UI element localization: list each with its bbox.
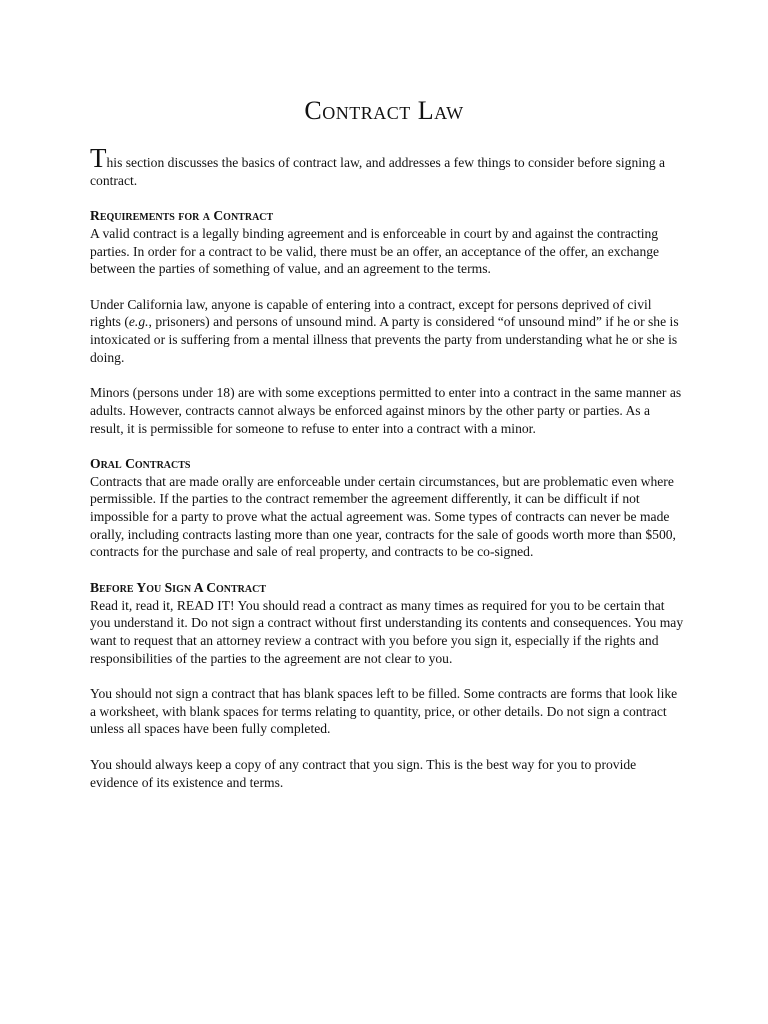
section-heading-requirements: Requirements for a Contract [90, 208, 274, 224]
section-oral-contracts [90, 455, 684, 561]
paragraph: Minors (persons under 18) are with some exceptions permitted to enter into a contract in the same manner as adults. However, contracts cannot always be enforced against minors by the other party or parties. As a result, it is permissible for someone to refuse to enter into a contract with a minor. [90, 385, 682, 436]
section-heading-before-you-sign: Before You Sign A Contract [90, 579, 267, 595]
section-requirements [90, 207, 684, 437]
italic-text: e.g. [128, 314, 149, 330]
paragraph: Read it, read it, READ IT! You should read a contract as many times as required for you to be certain that you understand it. Do not sign a contract without first understanding its contents and consequences. You may want to request that an attorney review a contract with you before you sign it, especially if the rights and responsibilities of the parties to the agreement are not clear to you. [90, 597, 684, 666]
page-title: Contract Law [304, 96, 464, 125]
section-before-you-sign [90, 579, 684, 791]
intro-text: his section discusses the basics of contract law, and addresses a few things to consider before signing a contract. [90, 155, 666, 188]
paragraph [90, 296, 684, 367]
section-heading-oral-contracts: Oral Contracts [90, 455, 191, 471]
paragraph: A valid contract is a legally binding agreement and is enforceable in court by and against the contracting parties. In order for a contract to be valid, there must be an offer, an acceptance of the offer, an exchange between the parties of something of value, and an agreement to the terms. [90, 225, 660, 277]
intro-paragraph [90, 143, 684, 189]
document-body [90, 143, 684, 809]
paragraph: Contracts that are made orally are enforceable under certain circumstances, but are problematic even where permissible. If the parties to the contract remember the agreement differently, it can be difficult if not impossible for a party to prove what the actual agreement was. Some types of contracts can never be made orally, including contracts lasting more than one year, contracts for the sale of goods worth more than $500, contracts for the purchase and sale of real property, and contracts to be co-signed. [90, 473, 676, 560]
paragraph-text: Under California law, anyone is capable of entering into a contract, except for persons deprived of civil rights ( [90, 296, 652, 330]
paragraph: You should not sign a contract that has blank spaces left to be filled. Some contracts are forms that look like a worksheet, with blank spaces for terms relating to quantity, price, or other details. Do not sign a contract unless all spaces have been fully completed. [90, 686, 678, 737]
paragraph: You should always keep a copy of any contract that you sign. This is the best way for you to provide evidence of its existence and terms. [90, 756, 637, 790]
drop-cap: T [90, 143, 107, 173]
paragraph-text: , prisoners) and persons of unsound mind. A party is considered “of unsound mind” if he or she is intoxicated or is suffering from a mental illness that prevents the party from understanding what he or she is doing. [90, 314, 679, 365]
